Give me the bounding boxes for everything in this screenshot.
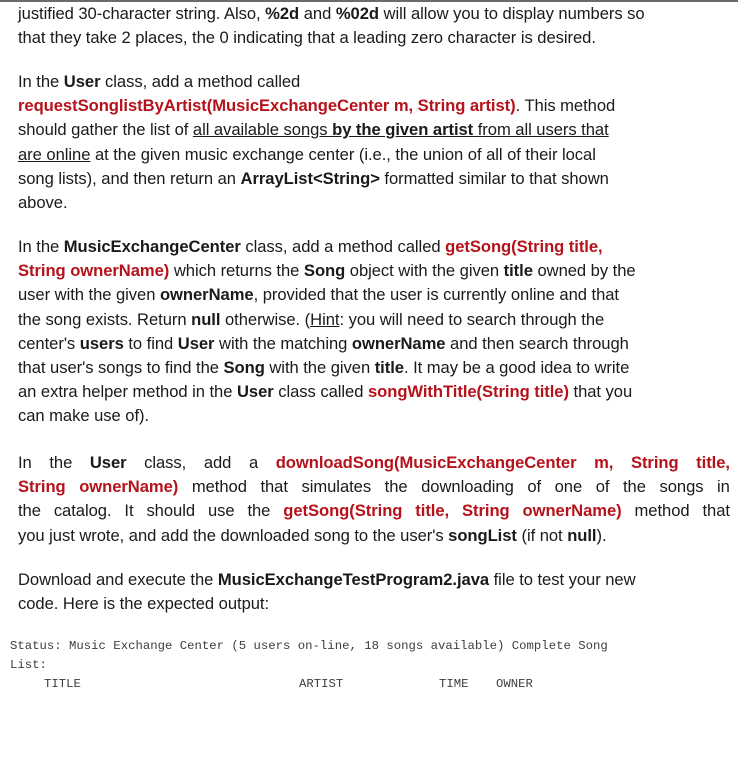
download-line-1: In the User class, add a downloadSong(MusicExchangeCenter m, String title, <box>18 453 730 472</box>
downloadsong-paragraph <box>18 451 730 548</box>
intro-paragraph <box>18 2 730 50</box>
output-list-line: List: <box>10 658 47 672</box>
method-signature-request: requestSonglistByArtist(MusicExchangeCenter m, String artist) <box>18 96 516 116</box>
request-line-2: requestSonglistByArtist(MusicExchangeCenter m, String artist). This method <box>18 96 616 116</box>
test-line-1: Download and execute the MusicExchangeTestProgram2.java file to test your new <box>18 570 636 589</box>
download-line-3: the catalog. It should use the getSong(String title, String ownerName) method that <box>18 501 730 521</box>
request-line-1: In the User class, add a method called <box>18 72 301 91</box>
test-program-paragraph <box>18 568 730 616</box>
test-program-filename: MusicExchangeTestProgram2.java <box>217 570 490 589</box>
request-songlist-paragraph <box>18 70 730 215</box>
intro-line-2: that they take 2 places, the 0 indicating that a leading zero character is desired. <box>18 28 596 48</box>
getsong-line-7: an extra helper method in the User class called songWithTitle(String title) that you <box>18 382 633 402</box>
download-line-2: String ownerName) method that simulates the downloading of one of the songs in <box>18 477 730 497</box>
getsong-line-5: center's users to find User with the matching ownerName and then search through <box>18 333 629 353</box>
output-header-time: TIME <box>439 677 469 691</box>
getsong-line-8: can make use of). <box>18 406 150 426</box>
output-status-line: Status: Music Exchange Center (5 users on-line, 18 songs available) Complete Song <box>10 639 608 653</box>
request-line-4: are online at the given music exchange center (i.e., the union of all of their local <box>18 144 596 164</box>
intro-line-1: justified 30-character string. Also, %2d and %02d will allow you to display numbers so <box>18 4 645 23</box>
getsong-line-2: String ownerName) which returns the Song object with the given title owned by the <box>18 261 636 281</box>
output-header-owner: OWNER <box>496 677 533 691</box>
getsong-line-4: the song exists. Return null otherwise. (Hint: you will need to search through the <box>18 309 605 329</box>
request-line-3: should gather the list of all available songs by the given artist from all users that <box>18 120 609 140</box>
output-header-title: TITLE <box>44 677 81 691</box>
test-line-2: code. Here is the expected output: <box>18 594 270 614</box>
getsong-line-1: In the MusicExchangeCenter class, add a method called getSong(String title, <box>18 237 603 256</box>
output-header-artist: ARTIST <box>299 677 344 691</box>
getsong-paragraph <box>18 235 730 429</box>
download-line-4: you just wrote, and add the downloaded song to the user's songList (if not null). <box>18 525 607 545</box>
request-line-6: above. <box>18 193 68 213</box>
getsong-line-3: user with the given ownerName, provided that the user is currently online and that <box>18 285 619 305</box>
getsong-line-6: that user's songs to find the Song with the given title. It may be a good idea to write <box>18 358 630 378</box>
request-line-5: song lists), and then return an ArrayList<String> formatted similar to that shown <box>18 168 609 188</box>
